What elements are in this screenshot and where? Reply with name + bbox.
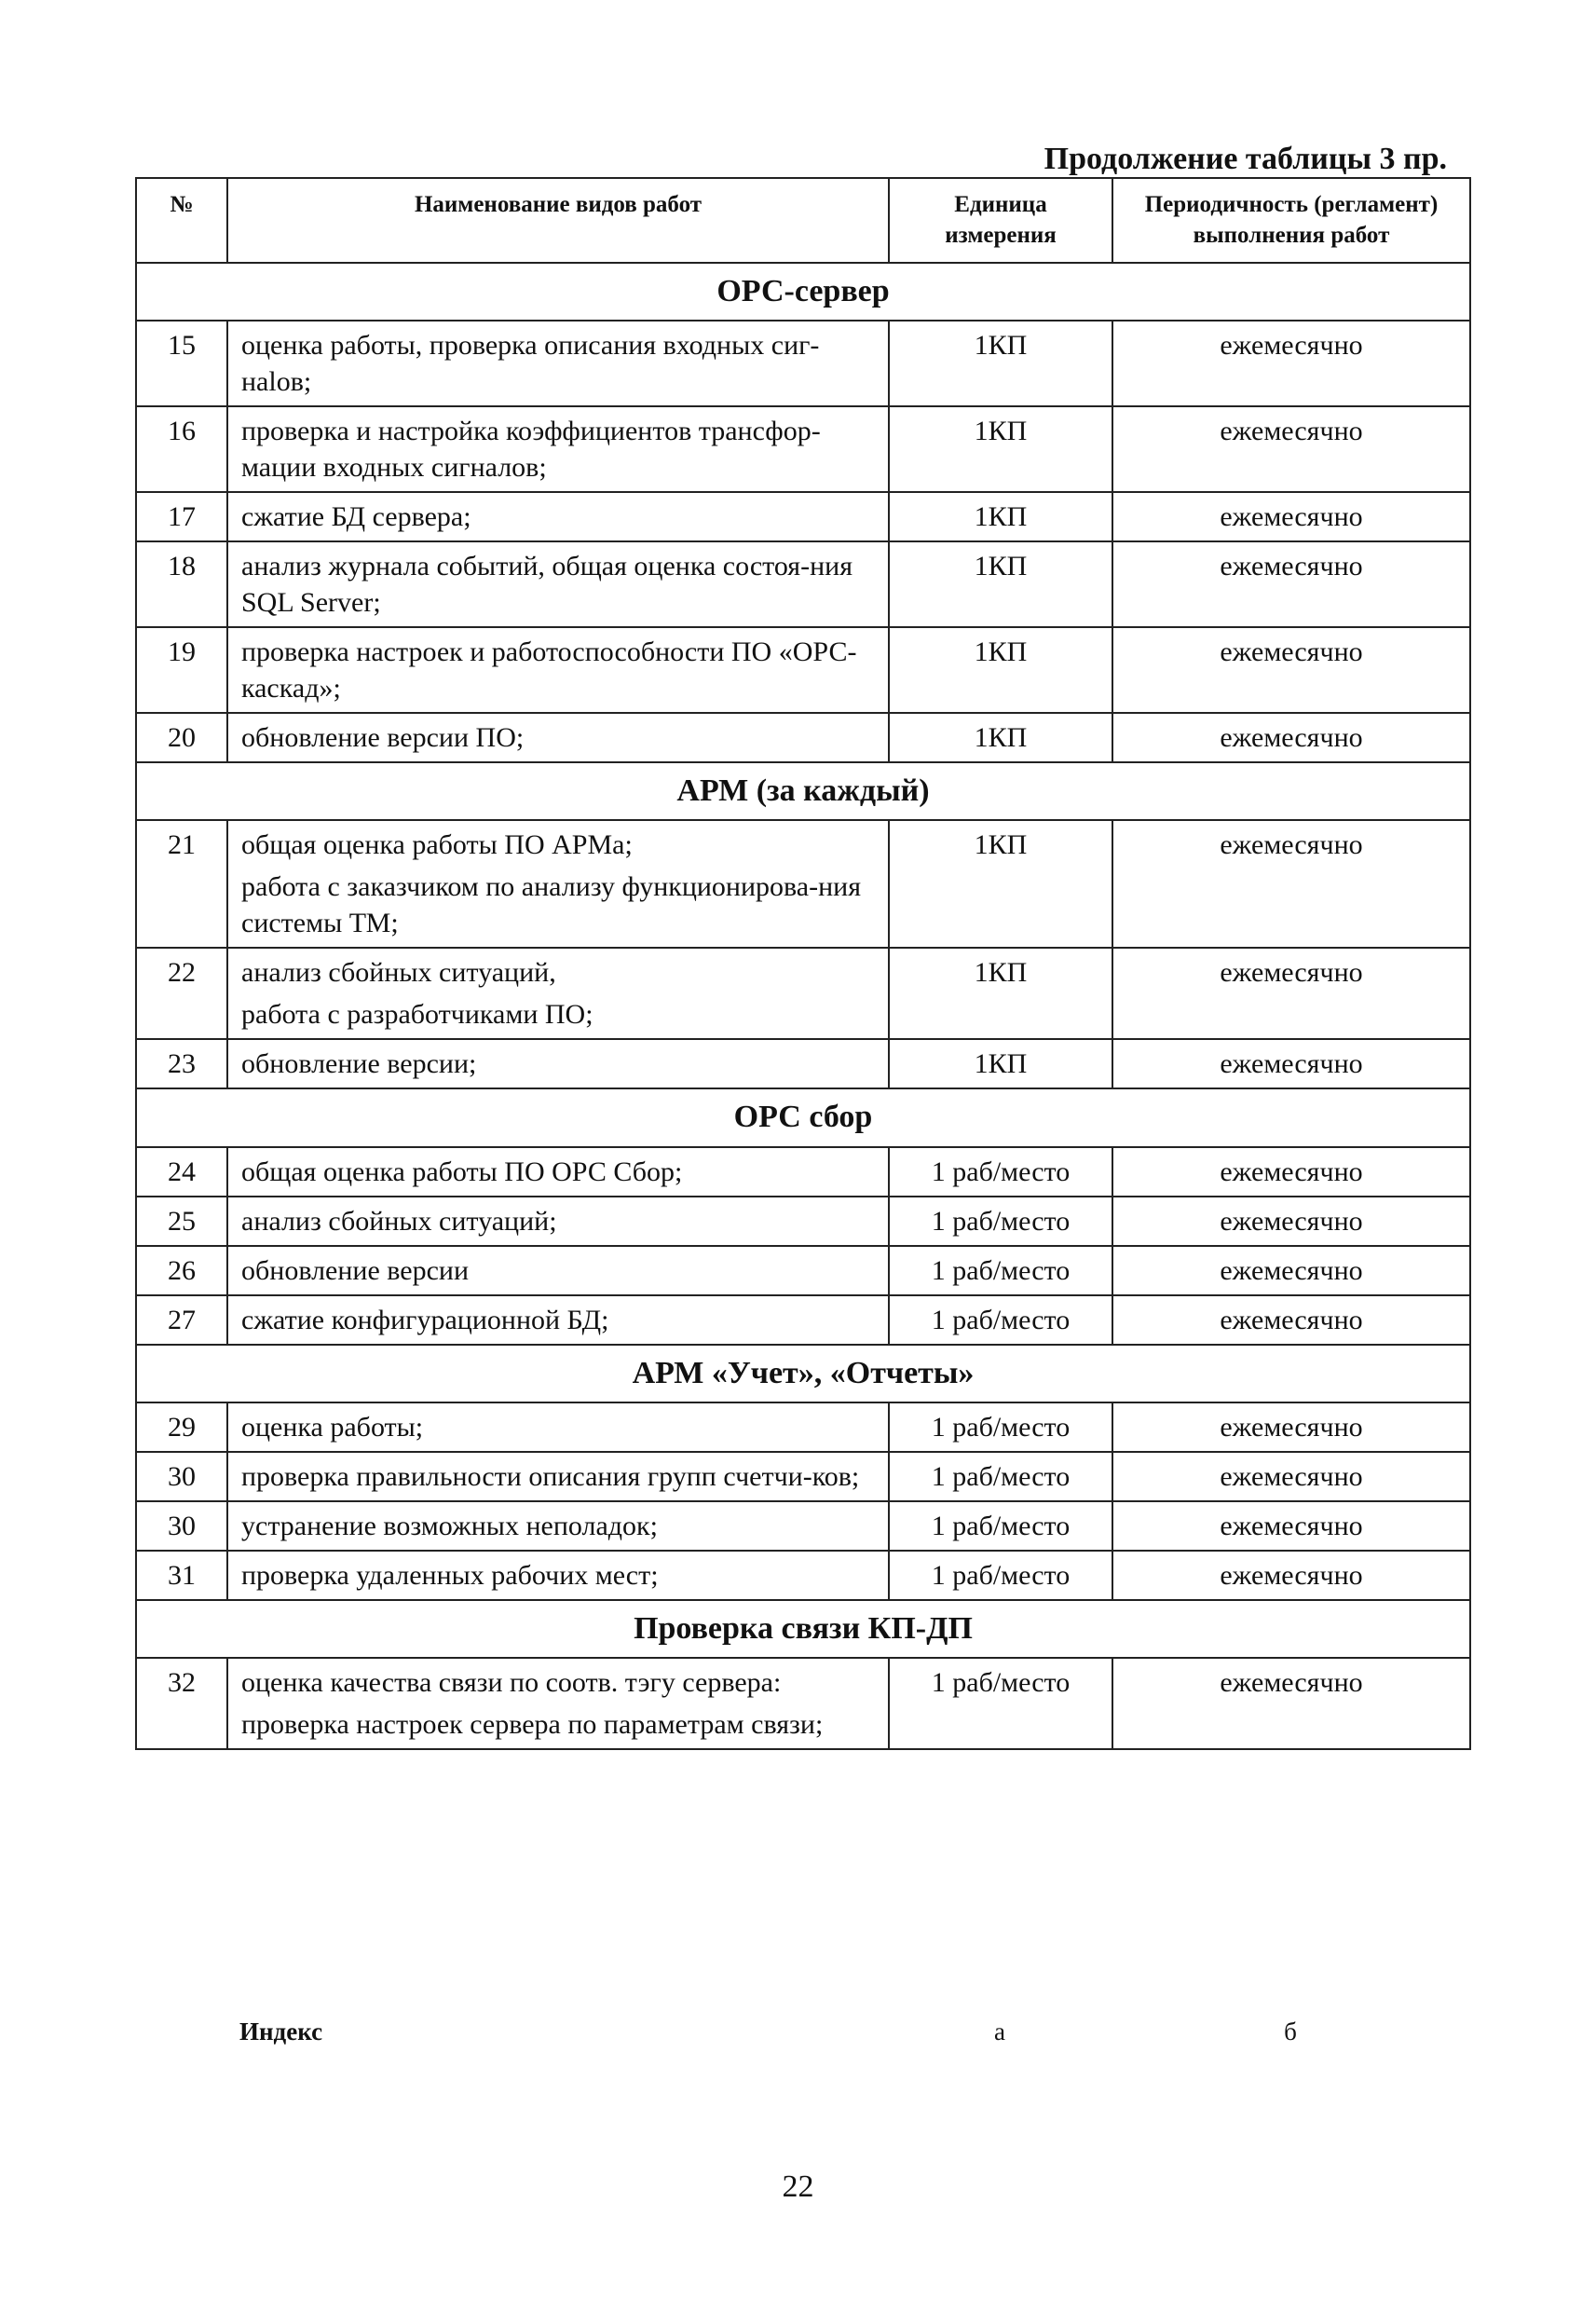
work-name-line: оценка работы; xyxy=(241,1411,424,1443)
work-name-cell xyxy=(227,1551,889,1600)
period-cell: ежемесячно xyxy=(1112,820,1470,948)
period-cell: ежемесячно xyxy=(1112,713,1470,762)
work-name-cell xyxy=(227,492,889,541)
table-row xyxy=(136,1658,1470,1749)
work-name-cell xyxy=(227,321,889,406)
period-cell: ежемесячно xyxy=(1112,492,1470,541)
work-name-line: обновление версии; xyxy=(241,1048,477,1080)
table-header-row xyxy=(136,178,1470,263)
unit-cell: 1КП xyxy=(889,713,1112,762)
work-name-line: проверка настроек и работоспособности ПО «ОРС-каскад»; xyxy=(241,636,857,705)
row-number: 23 xyxy=(136,1039,227,1088)
period-cell: ежемесячно xyxy=(1112,948,1470,1039)
period-cell: ежемесячно xyxy=(1112,627,1470,713)
index-row xyxy=(135,2014,1469,2050)
header-name: Наименование видов работ xyxy=(227,178,889,263)
period-cell: ежемесячно xyxy=(1112,1551,1470,1600)
table-row xyxy=(136,1501,1470,1551)
period-cell: ежемесячно xyxy=(1112,1039,1470,1088)
work-name-line: оценка работы, проверка описания входных сиг-нalов; xyxy=(241,330,820,398)
section-title: АРМ (за каждый) xyxy=(136,762,1470,820)
header-num: № xyxy=(136,178,227,263)
header-period: Периодичность (регламент) выполнения работ xyxy=(1112,178,1470,263)
table-row xyxy=(136,1551,1470,1600)
section-header-row xyxy=(136,263,1470,321)
work-name-cell xyxy=(227,948,889,1039)
row-number: 29 xyxy=(136,1402,227,1452)
work-name-cell xyxy=(227,406,889,492)
table-row xyxy=(136,1039,1470,1088)
work-name-line: общая оценка работы ПО АРМа; xyxy=(241,829,633,861)
row-number: 30 xyxy=(136,1452,227,1501)
table-row xyxy=(136,820,1470,948)
period-cell: ежемесячно xyxy=(1112,321,1470,406)
section-header-row xyxy=(136,1088,1470,1146)
row-number: 31 xyxy=(136,1551,227,1600)
table-row xyxy=(136,1402,1470,1452)
table-row xyxy=(136,1246,1470,1295)
work-name-line: проверка настроек сервера по параметрам связи; xyxy=(241,1708,824,1740)
table-row xyxy=(136,1197,1470,1246)
table-row xyxy=(136,492,1470,541)
index-period: б xyxy=(1284,2018,1297,2045)
row-number: 32 xyxy=(136,1658,227,1749)
unit-cell: 1 раб/место xyxy=(889,1295,1112,1345)
unit-cell: 1 раб/место xyxy=(889,1402,1112,1452)
work-name-cell xyxy=(227,1452,889,1501)
work-name-cell xyxy=(227,1039,889,1088)
work-name-cell xyxy=(227,1197,889,1246)
work-name-line: анализ сбойных ситуаций, xyxy=(241,957,556,989)
page-number: 22 xyxy=(782,2169,814,2204)
work-name-line: анализ журнала событий, общая оценка состоя-ния SQL Server; xyxy=(241,551,853,619)
unit-cell: 1КП xyxy=(889,1039,1112,1088)
row-number: 22 xyxy=(136,948,227,1039)
row-number: 16 xyxy=(136,406,227,492)
works-table xyxy=(135,177,1471,1750)
row-number: 21 xyxy=(136,820,227,948)
work-name-line: анализ сбойных ситуаций; xyxy=(241,1205,557,1237)
work-name-line: обновление версии xyxy=(241,1254,470,1286)
row-number: 27 xyxy=(136,1295,227,1345)
row-number: 30 xyxy=(136,1501,227,1551)
section-title: ОРС-сервер xyxy=(136,263,1470,321)
work-name-cell xyxy=(227,820,889,948)
row-number: 25 xyxy=(136,1197,227,1246)
section-title: АРМ «Учет», «Отчеты» xyxy=(136,1345,1470,1402)
section-header-row xyxy=(136,1345,1470,1402)
period-cell: ежемесячно xyxy=(1112,406,1470,492)
period-cell: ежемесячно xyxy=(1112,1452,1470,1501)
work-name-cell xyxy=(227,627,889,713)
table-row xyxy=(136,948,1470,1039)
work-name-line: проверка и настройка коэффициентов трансфор-мации входных сигналов; xyxy=(241,416,821,484)
work-name-line: общая оценка работы ПО ОРС Сбор; xyxy=(241,1156,683,1187)
index-row-table xyxy=(135,2014,1469,2050)
work-name-line: работа с разработчиками ПО; xyxy=(241,999,593,1031)
unit-cell: 1КП xyxy=(889,820,1112,948)
work-name-line: сжатие конфигурационной БД; xyxy=(241,1304,609,1335)
row-number: 24 xyxy=(136,1147,227,1197)
work-name-cell xyxy=(227,1501,889,1551)
row-number: 19 xyxy=(136,627,227,713)
period-cell: ежемесячно xyxy=(1112,1147,1470,1197)
work-name-cell xyxy=(227,713,889,762)
table-body xyxy=(136,263,1470,1749)
index-unit: а xyxy=(994,2018,1005,2045)
table-row xyxy=(136,321,1470,406)
work-name-cell xyxy=(227,1402,889,1452)
unit-cell: 1КП xyxy=(889,321,1112,406)
period-cell: ежемесячно xyxy=(1112,1501,1470,1551)
row-number: 15 xyxy=(136,321,227,406)
period-cell: ежемесячно xyxy=(1112,1658,1470,1749)
unit-cell: 1 раб/место xyxy=(889,1197,1112,1246)
table-caption: Продолжение таблицы 3 пр. xyxy=(1044,142,1447,176)
period-cell: ежемесячно xyxy=(1112,1246,1470,1295)
index-label: Индекс xyxy=(239,2018,323,2045)
work-name-line: обновление версии ПО; xyxy=(241,722,525,754)
unit-cell: 1КП xyxy=(889,406,1112,492)
unit-cell: 1КП xyxy=(889,492,1112,541)
work-name-line: сжатие БД сервера; xyxy=(241,501,471,533)
table-row xyxy=(136,1452,1470,1501)
work-name-line: проверка удаленных рабочих мест; xyxy=(241,1559,659,1591)
unit-cell: 1 раб/место xyxy=(889,1551,1112,1600)
work-name-cell xyxy=(227,1246,889,1295)
unit-cell: 1КП xyxy=(889,948,1112,1039)
unit-cell: 1КП xyxy=(889,627,1112,713)
work-name-line: оценка качества связи по соотв. тэгу сервера: xyxy=(241,1666,782,1698)
unit-cell: 1 раб/место xyxy=(889,1147,1112,1197)
work-name-line: работа с заказчиком по анализу функционирова-ния системы ТМ; xyxy=(241,871,862,939)
section-header-row xyxy=(136,1600,1470,1658)
unit-cell: 1КП xyxy=(889,541,1112,627)
period-cell: ежемесячно xyxy=(1112,1402,1470,1452)
row-number: 26 xyxy=(136,1246,227,1295)
unit-cell: 1 раб/место xyxy=(889,1658,1112,1749)
table-row xyxy=(136,541,1470,627)
unit-cell: 1 раб/место xyxy=(889,1452,1112,1501)
row-number: 18 xyxy=(136,541,227,627)
header-unit: Единица измерения xyxy=(889,178,1112,263)
row-number: 20 xyxy=(136,713,227,762)
row-number: 17 xyxy=(136,492,227,541)
unit-cell: 1 раб/место xyxy=(889,1501,1112,1551)
table-row xyxy=(136,1147,1470,1197)
table-row xyxy=(136,1295,1470,1345)
section-header-row xyxy=(136,762,1470,820)
period-cell: ежемесячно xyxy=(1112,1197,1470,1246)
work-name-line: устранение возможных неполадок; xyxy=(241,1510,658,1541)
section-title: ОРС сбор xyxy=(136,1088,1470,1146)
period-cell: ежемесячно xyxy=(1112,1295,1470,1345)
work-name-cell xyxy=(227,541,889,627)
unit-cell: 1 раб/место xyxy=(889,1246,1112,1295)
table-row xyxy=(136,627,1470,713)
table-row xyxy=(136,713,1470,762)
table-row xyxy=(136,406,1470,492)
work-name-cell xyxy=(227,1147,889,1197)
period-cell: ежемесячно xyxy=(1112,541,1470,627)
work-name-line: проверка правильности описания групп счетчи-ков; xyxy=(241,1460,860,1492)
section-title: Проверка связи КП-ДП xyxy=(136,1600,1470,1658)
work-name-cell xyxy=(227,1658,889,1749)
work-name-cell xyxy=(227,1295,889,1345)
